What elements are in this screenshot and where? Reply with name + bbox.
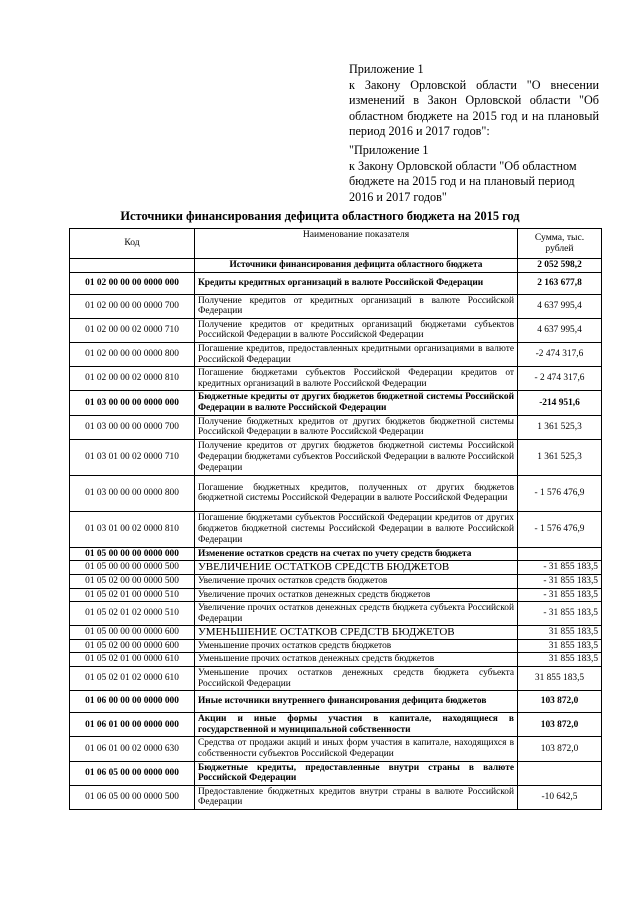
name-cell: Бюджетные кредиты от других бюджетов бюджетной системы Российской Федерации в валюте Российской Федерации: [195, 391, 518, 415]
code-cell: 01 02 00 00 00 0000 800: [70, 342, 195, 366]
code-cell: 01 05 02 01 00 0000 510: [70, 588, 195, 602]
appendix-header-amendment: [349, 62, 599, 140]
name-cell: Получение кредитов от кредитных организаций в валюте Российской Федерации: [195, 294, 518, 318]
sum-cell: - 31 855 183,5: [518, 602, 602, 626]
appendix-label: Приложение 1: [349, 62, 424, 76]
sum-cell: 1 361 525,3: [518, 439, 602, 475]
name-cell: Предоставление бюджетных кредитов внутри страны в валюте Российской Федерации: [195, 785, 518, 809]
code-cell: 01 06 00 00 00 0000 000: [70, 691, 195, 713]
sum-cell: 31 855 183,5: [518, 626, 602, 640]
column-header-sum: Сумма, тыс. рублей: [518, 229, 602, 259]
code-cell: 01 05 02 00 00 0000 500: [70, 574, 195, 588]
sum-cell: -10 642,5: [518, 785, 602, 809]
sum-cell: 4 637 995,4: [518, 318, 602, 342]
name-cell: УВЕЛИЧЕНИЕ ОСТАТКОВ СРЕДСТВ БЮДЖЕТОВ: [195, 561, 518, 575]
table-row: [70, 391, 602, 415]
code-cell: 01 05 02 01 02 0000 510: [70, 602, 195, 626]
code-cell: 01 06 05 00 00 0000 000: [70, 761, 195, 785]
name-cell: Уменьшение прочих остатков денежных средств бюджетов: [195, 653, 518, 667]
sum-cell: [518, 547, 602, 561]
table-row: [70, 653, 602, 667]
table-row: [70, 574, 602, 588]
code-cell: 01 06 05 00 00 0000 500: [70, 785, 195, 809]
sum-cell: - 2 474 317,6: [518, 367, 602, 391]
sum-cell: 1 361 525,3: [518, 415, 602, 439]
table-row: [70, 761, 602, 785]
table-row: [70, 475, 602, 511]
code-cell: 01 03 00 00 00 0000 000: [70, 391, 195, 415]
table-row: [70, 626, 602, 640]
code-cell: 01 02 00 00 00 0000 000: [70, 272, 195, 294]
code-cell: 01 05 02 01 02 0000 610: [70, 667, 195, 691]
table-row: [70, 737, 602, 761]
table-row: [70, 667, 602, 691]
table-header-row: [70, 229, 602, 259]
name-cell: УМЕНЬШЕНИЕ ОСТАТКОВ СРЕДСТВ БЮДЖЕТОВ: [195, 626, 518, 640]
name-cell: Погашение кредитов, предоставленных кредитными организациями в валюте Российской Федерации: [195, 342, 518, 366]
name-cell: Погашение бюджетами субъектов Российской Федерации кредитов от других бюджетов бюджетной системы Российской Федерации в валюте Российской Федерации: [195, 511, 518, 547]
code-cell: 01 03 01 00 02 0000 710: [70, 439, 195, 475]
table-row: [70, 259, 602, 273]
name-cell: Увеличение прочих остатков денежных средств бюджетов: [195, 588, 518, 602]
table-row: [70, 785, 602, 809]
code-cell: 01 02 00 00 00 0000 700: [70, 294, 195, 318]
table-row: [70, 415, 602, 439]
name-cell: Акции и иные формы участия в капитале, находящиеся в государственной и муниципальной собственности: [195, 713, 518, 737]
table-row: [70, 439, 602, 475]
code-cell: 01 05 00 00 00 0000 600: [70, 626, 195, 640]
code-cell: [70, 259, 195, 273]
name-cell: Средства от продажи акций и иных форм участия в капитале, находящихся в собственности субъектов Российской Федерации: [195, 737, 518, 761]
table-row: [70, 318, 602, 342]
table-row: [70, 272, 602, 294]
sum-cell: 31 855 183,5: [518, 667, 602, 691]
sum-cell: 103 872,0: [518, 691, 602, 713]
sum-cell: 31 855 183,5: [518, 639, 602, 653]
name-cell: Увеличение прочих остатков денежных средств бюджета субъекта Российской Федерации: [195, 602, 518, 626]
code-cell: 01 02 00 00 02 0000 810: [70, 367, 195, 391]
code-cell: 01 05 00 00 00 0000 000: [70, 547, 195, 561]
sum-cell: - 31 855 183,5: [518, 561, 602, 575]
table-row: [70, 639, 602, 653]
table-row: [70, 561, 602, 575]
document-title: Источники финансирования дефицита областного бюджета на 2015 год: [120, 209, 520, 223]
name-cell: Получение кредитов от других бюджетов бюджетной системы Российской Федерации бюджетами субъектов Российской Федерации в валюте Российской Федерации: [195, 439, 518, 475]
name-cell: Изменение остатков средств на счетах по учету средств бюджета: [195, 547, 518, 561]
sum-cell: - 31 855 183,5: [518, 588, 602, 602]
code-cell: 01 06 01 00 02 0000 630: [70, 737, 195, 761]
table-row: [70, 547, 602, 561]
name-cell: Погашение бюджетами субъектов Российской Федерации кредитов от кредитных организаций в валюте Российской Федерации: [195, 367, 518, 391]
table-row: [70, 602, 602, 626]
code-cell: 01 06 01 00 00 0000 000: [70, 713, 195, 737]
sum-cell: 2 163 677,8: [518, 272, 602, 294]
name-cell: Увеличение прочих остатков средств бюджетов: [195, 574, 518, 588]
table-row: [70, 511, 602, 547]
column-header-code: Код: [70, 229, 195, 259]
sum-cell: -2 474 317,6: [518, 342, 602, 366]
name-cell: Уменьшение прочих остатков средств бюджетов: [195, 639, 518, 653]
appendix-label: "Приложение 1: [349, 143, 429, 157]
appendix-header-original: [349, 143, 599, 205]
sum-cell: [518, 761, 602, 785]
table-row: [70, 342, 602, 366]
code-cell: 01 02 00 00 02 0000 710: [70, 318, 195, 342]
appendix-reference-text: к Закону Орловской области "О внесении изменений в Закон Орловской области "Об областном бюджете на 2015 год и на плановый период 2016 и 2017 годов":: [349, 77, 599, 139]
name-cell: Источники финансирования дефицита областного бюджета: [195, 259, 518, 273]
table-row: [70, 713, 602, 737]
sum-cell: -214 951,6: [518, 391, 602, 415]
appendix-reference-text: к Закону Орловской области "Об областном бюджете на 2015 год и на плановый период 2016 и 2017 годов": [349, 158, 577, 204]
name-cell: Бюджетные кредиты, предоставленные внутри страны в валюте Российской Федерации: [195, 761, 518, 785]
code-cell: 01 03 01 00 02 0000 810: [70, 511, 195, 547]
column-header-name: Наименование показателя: [195, 229, 518, 259]
code-cell: 01 05 02 01 00 0000 610: [70, 653, 195, 667]
code-cell: 01 03 00 00 00 0000 700: [70, 415, 195, 439]
sum-cell: 103 872,0: [518, 737, 602, 761]
financing-sources-table: [69, 228, 602, 810]
sum-cell: 4 637 995,4: [518, 294, 602, 318]
table-row: [70, 367, 602, 391]
name-cell: Уменьшение прочих остатков денежных средств бюджета субъекта Российской Федерации: [195, 667, 518, 691]
table-row: [70, 294, 602, 318]
name-cell: Кредиты кредитных организаций в валюте Российской Федерации: [195, 272, 518, 294]
table-row: [70, 588, 602, 602]
code-cell: 01 05 00 00 00 0000 500: [70, 561, 195, 575]
sum-cell: 103 872,0: [518, 713, 602, 737]
code-cell: 01 03 00 00 00 0000 800: [70, 475, 195, 511]
sum-cell: 2 052 598,2: [518, 259, 602, 273]
sum-cell: - 31 855 183,5: [518, 574, 602, 588]
sum-cell: - 1 576 476,9: [518, 475, 602, 511]
sum-cell: - 1 576 476,9: [518, 511, 602, 547]
code-cell: 01 05 02 00 00 0000 600: [70, 639, 195, 653]
name-cell: Иные источники внутреннего финансирования дефицита бюджетов: [195, 691, 518, 713]
name-cell: Погашение бюджетных кредитов, полученных от других бюджетов бюджетной системы Российской Федерации в валюте Российской Федерации: [195, 475, 518, 511]
name-cell: Получение бюджетных кредитов от других бюджетов бюджетной системы Российской Федерации в валюте Российской Федерации: [195, 415, 518, 439]
sum-cell: 31 855 183,5: [518, 653, 602, 667]
table-row: [70, 691, 602, 713]
name-cell: Получение кредитов от кредитных организаций бюджетами субъектов Российской Федерации в валюте Российской Федерации: [195, 318, 518, 342]
